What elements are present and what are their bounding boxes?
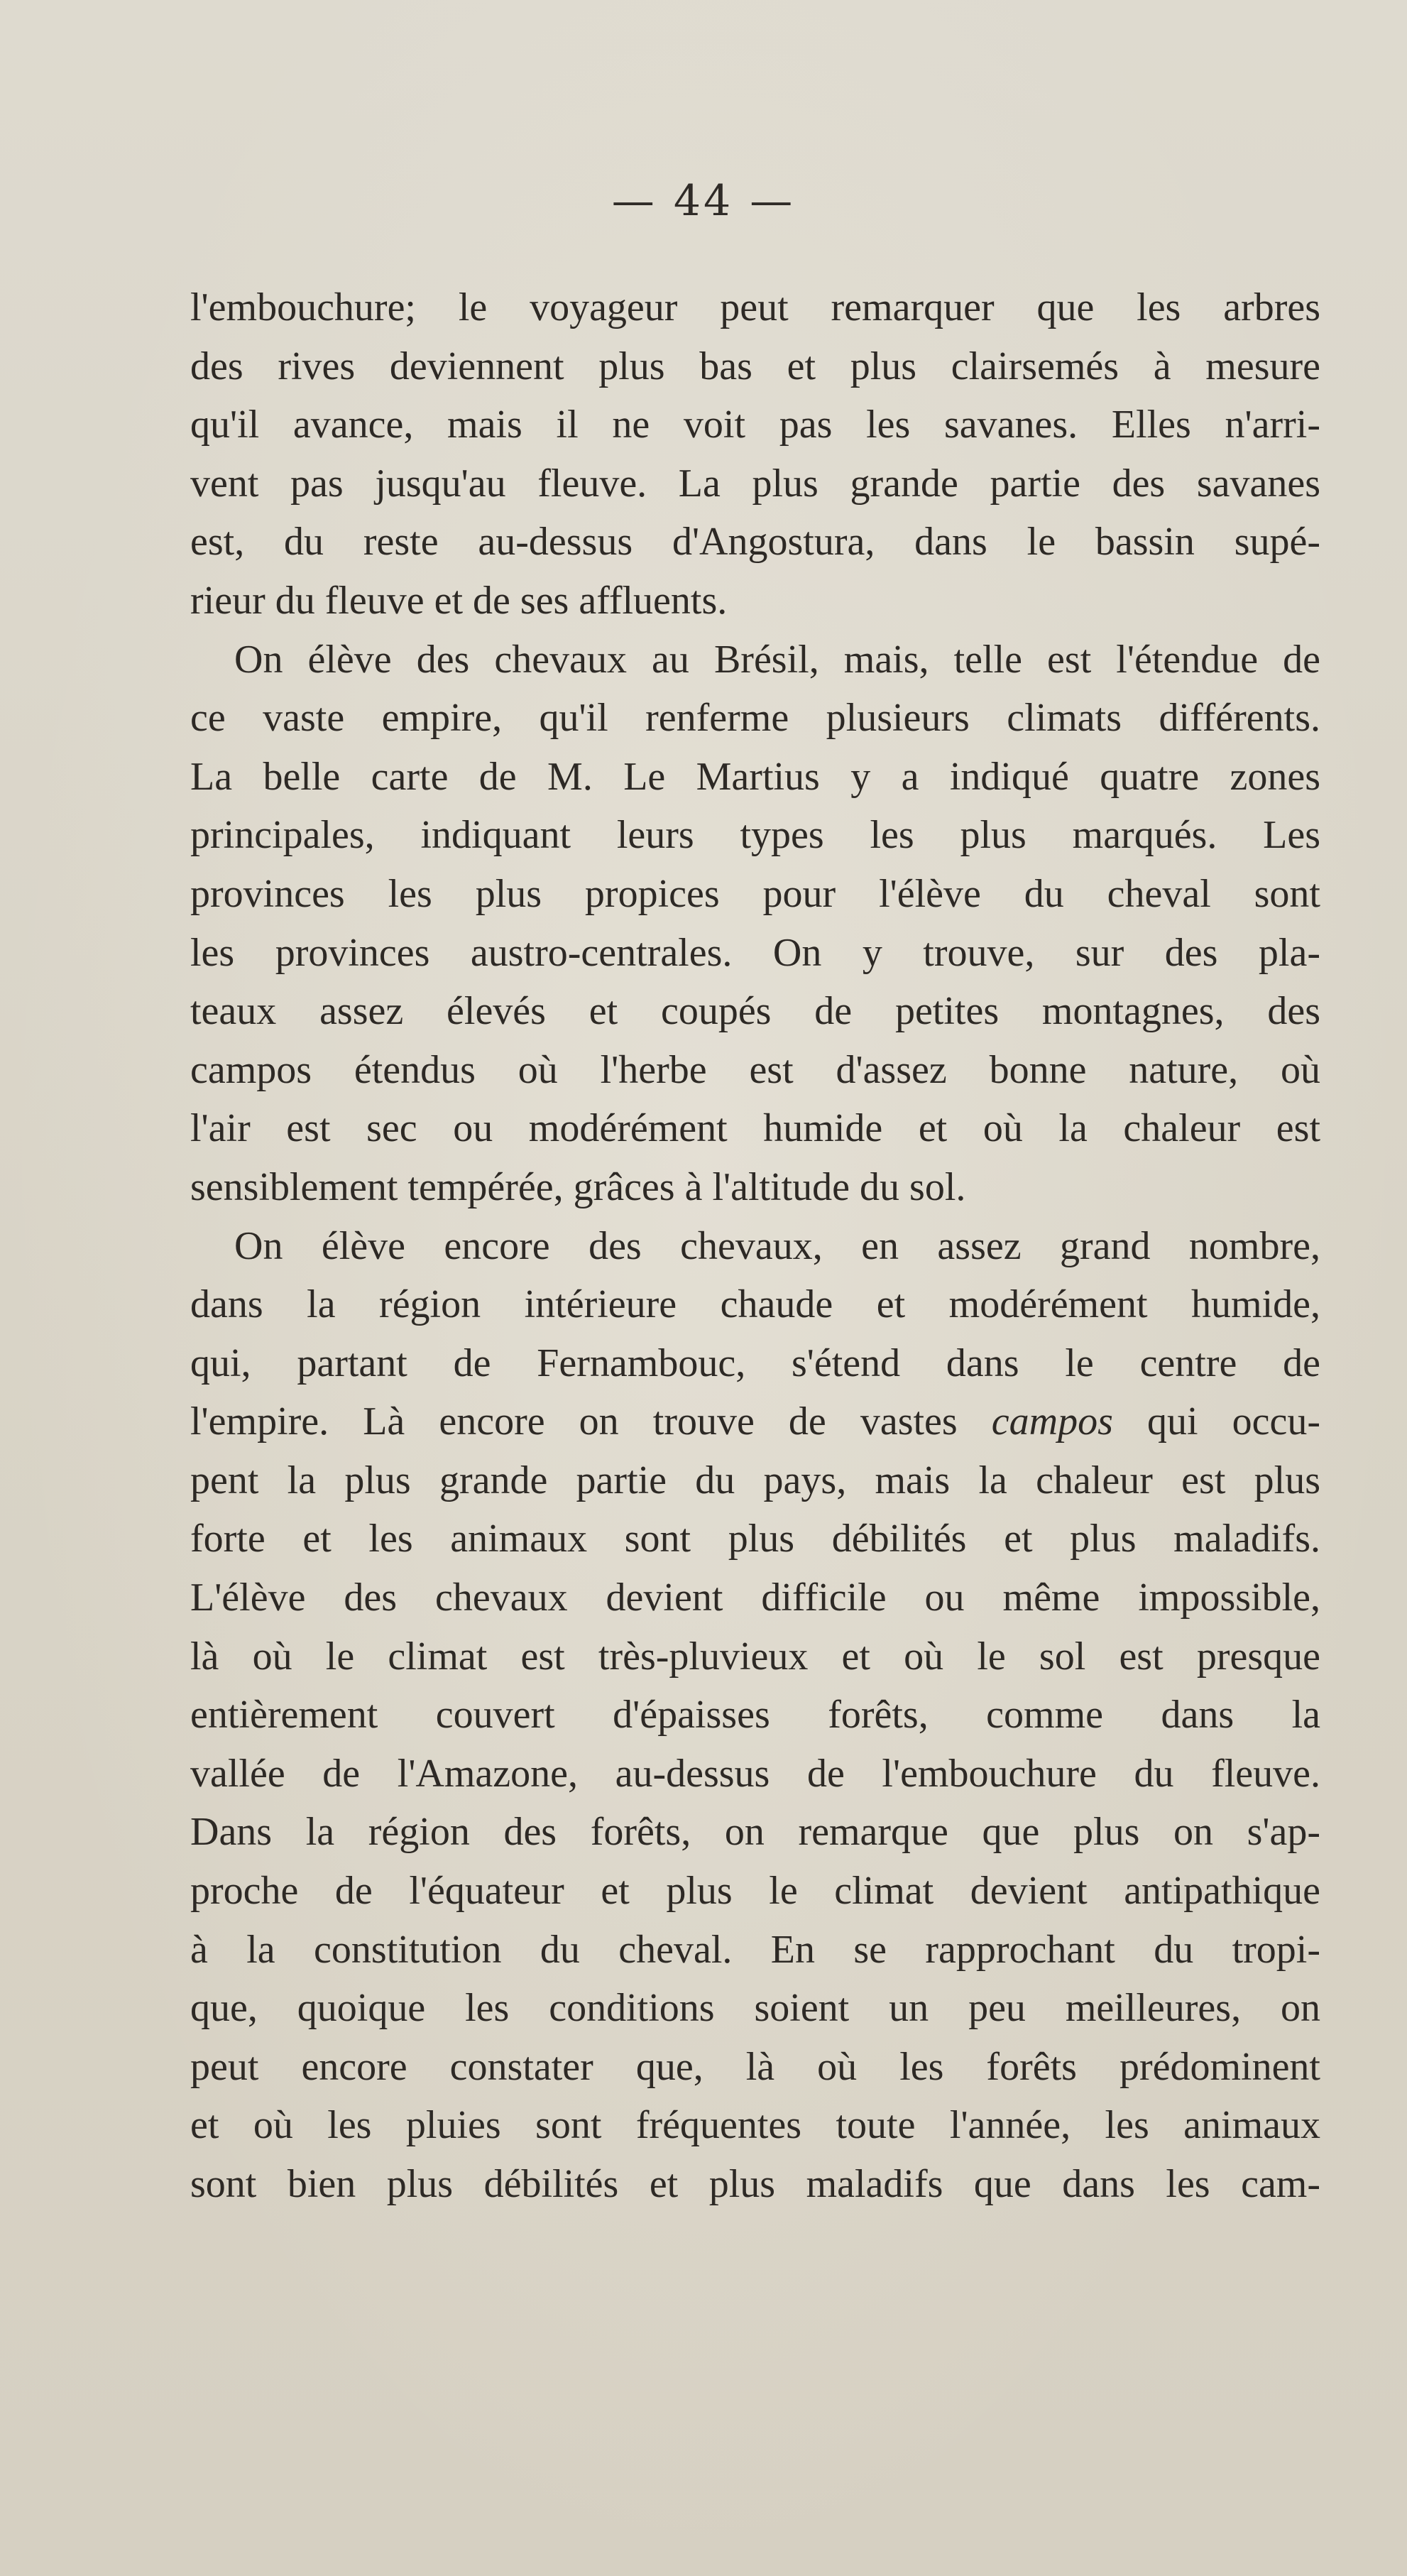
text-line: entièrement couvert d'épaisses forêts, comme dans la (190, 1693, 1320, 1737)
text-line: l'embouchure; le voyageur peut remarquer que les arbres (190, 285, 1320, 329)
page-number-header: — 44 — (611, 176, 796, 226)
text-line: que, quoique les conditions soient un peu meilleures, on (190, 1986, 1320, 2031)
text-line: sensiblement tempérée, grâces à l'altitude du sol. (190, 1164, 966, 1209)
text-line: Dans la région des forêts, on remarque que plus on s'ap- (190, 1810, 1320, 1855)
line-segment: qui occu- (1146, 1399, 1320, 1444)
text-line: teaux assez élevés et coupés de petites montagnes, des (190, 989, 1320, 1034)
text-line: vallée de l'Amazone, au-dessus de l'embouchure du fleuve. (190, 1751, 1320, 1796)
text-line: rieur du fleuve et de ses affluents. (190, 578, 728, 623)
text-line: peut encore constater que, là où les forêts prédominent (190, 2044, 1320, 2089)
text-line: ce vaste empire, qu'il renferme plusieurs climats différents. (190, 696, 1320, 741)
text-line: là où le climat est très-pluvieux et où le sol est presque (190, 1634, 1320, 1679)
line-segment: l'empire. Là encore on trouve de vastes (190, 1399, 992, 1444)
text-line: La belle carte de M. Le Martius y a indiqué quatre zones (190, 754, 1320, 799)
text-line: campos étendus où l'herbe est d'assez bonne nature, où (190, 1047, 1320, 1092)
text-line: pent la plus grande partie du pays, mais la chaleur est plus (190, 1458, 1320, 1502)
text-line: et où les pluies sont fréquentes toute l'année, les animaux (190, 2103, 1320, 2148)
text-line: provinces les plus propices pour l'élève du cheval sont (190, 871, 1320, 916)
text-line: proche de l'équateur et plus le climat devient antipathique (190, 1869, 1320, 1914)
text-line: sont bien plus débilités et plus maladifs que dans les cam- (190, 2162, 1320, 2206)
text-line: qu'il avance, mais il ne voit pas les savanes. Elles n'arri- (190, 403, 1320, 447)
text-line: qui, partant de Fernambouc, s'étend dans le centre de (190, 1341, 1320, 1385)
text-line: dans la région intérieure chaude et modérément humide, (190, 1282, 1320, 1327)
text-line: L'élève des chevaux devient difficile ou même impossible, (190, 1576, 1320, 1620)
text-line: principales, indiquant leurs types les plus marqués. Les (190, 813, 1320, 858)
italic-word: campos (991, 1399, 1113, 1444)
text-line-with-italic (190, 1392, 1320, 1451)
body-text (190, 278, 1320, 2214)
text-line: vent pas jusqu'au fleuve. La plus grande partie des savanes (190, 461, 1320, 506)
text-line: est, du reste au-dessus d'Angostura, dans le bassin supé- (190, 520, 1320, 564)
text-line: l'air est sec ou modérément humide et où la chaleur est (190, 1106, 1320, 1151)
paragraph-first-line: On élève des chevaux au Brésil, mais, telle est l'étendue de (234, 637, 1320, 682)
text-line: les provinces austro-centrales. On y trouve, sur des pla- (190, 930, 1320, 975)
paragraph-first-line: On élève encore des chevaux, en assez grand nombre, (234, 1223, 1320, 1268)
text-line: des rives deviennent plus bas et plus clairsemés à mesure (190, 344, 1320, 388)
text-line: forte et les animaux sont plus débilités et plus maladifs. (190, 1517, 1320, 1561)
text-line: à la constitution du cheval. En se rapprochant du tropi- (190, 1927, 1320, 1972)
